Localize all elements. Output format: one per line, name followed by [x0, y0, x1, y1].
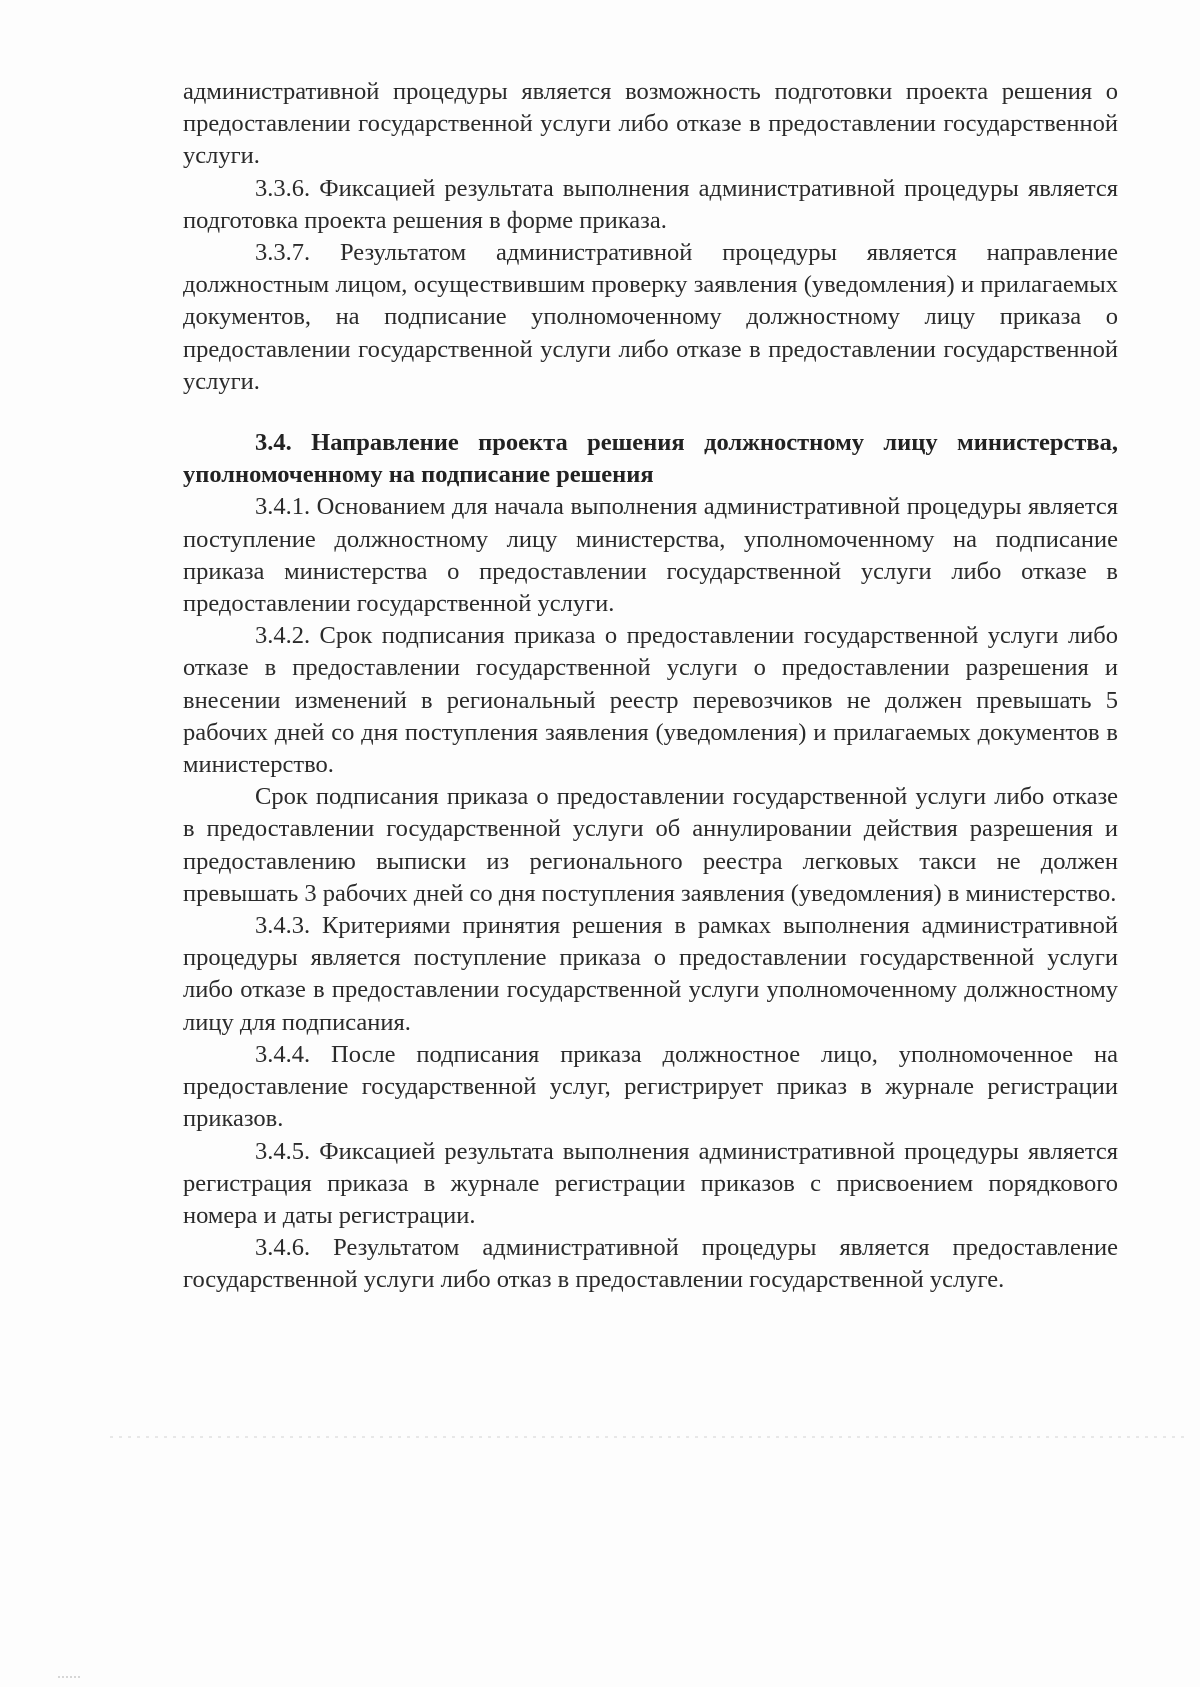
- paragraph-continuation: административной процедуры является возможность подготовки проекта решения о предоставлении государственной услуги либо отказе в предоставлении государственной услуги.: [183, 78, 1118, 170]
- paragraph-3-4-3: 3.4.3. Критериями принятия решения в рамках выполнения административной процедуры является поступление приказа о предоставлении государственной услуги либо отказе в предоставлении государственной услуги уполномоченному должностному лицу для подписания.: [183, 912, 1118, 1036]
- scan-artifact-line: [110, 1436, 1190, 1438]
- paragraph-3-4-1: 3.4.1. Основанием для начала выполнения административной процедуры является поступление должностному лицу министерства, уполномоченному на подписание приказа министерства о предоставлении государственной услуги либо отказе в предоставлении государственной услуги.: [183, 493, 1118, 618]
- section-heading-3-4: 3.4. Направление проекта решения должностному лицу министерства, уполномоченному на подписание решения: [183, 429, 1118, 489]
- paragraph-3-3-6: 3.3.6. Фиксацией результата выполнения административной процедуры является подготовка проекта решения в форме приказа.: [183, 174, 1118, 234]
- paragraph-3-4-6: 3.4.6. Результатом административной процедуры является предоставление государственной услуги либо отказ в предоставлении государственной услуге.: [183, 1234, 1118, 1294]
- paragraph-3-4-5: 3.4.5. Фиксацией результата выполнения административной процедуры является регистрация приказа в журнале регистрации приказов с присвоением порядкового номера и даты регистрации.: [183, 1137, 1118, 1229]
- paragraph-3-3-7: 3.3.7. Результатом административной процедуры является направление должностным лицом, осуществившим проверку заявления (уведомления) и прилагаемых документов, на подписание уполномоченному должностному лицу приказа о предоставлении государственной услуги либо отказе в предоставлении государственной услуги.: [183, 239, 1118, 395]
- paragraph-3-4-4: 3.4.4. После подписания приказа должностное лицо, уполномоченное на предоставление государственной услуг, регистрирует приказ в журнале регистрации приказов.: [183, 1040, 1118, 1133]
- scan-artifact-mark: [58, 1676, 80, 1678]
- paragraph-3-4-2: 3.4.2. Срок подписания приказа о предоставлении государственной услуги либо отказе в предоставлении государственной услуги о предоставлении разрешения и внесении изменений в региональный реестр перевозчиков не должен превышать 5 рабочих дней со дня поступления заявления (уведомления) и прилагаемых документов в министерство.: [183, 622, 1118, 779]
- document-body: [183, 76, 1118, 1297]
- paragraph-3-4-2-cont: Срок подписания приказа о предоставлении государственной услуги либо отказе в предоставлении государственной услуги об аннулировании действия разрешения и предоставлению выписки из регионального реестра легковых такси не должен превышать 3 рабочих дней со дня поступления заявления (уведомления) в министерство.: [183, 783, 1118, 907]
